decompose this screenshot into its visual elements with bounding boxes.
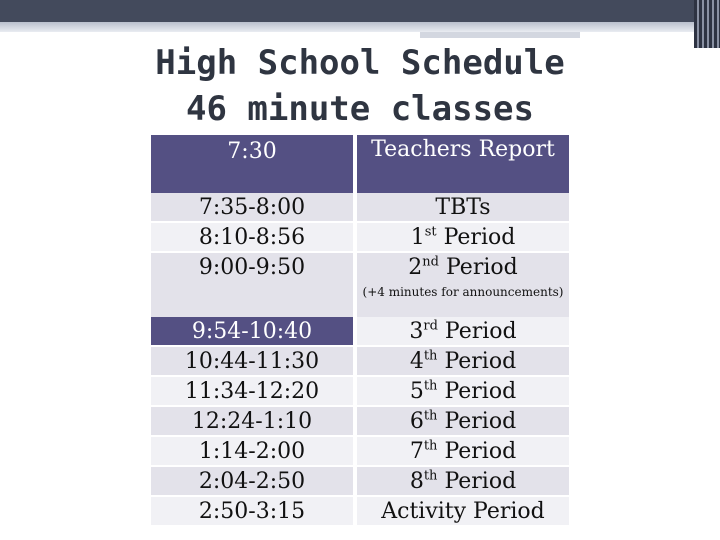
schedule-table [151, 135, 569, 527]
period-suffix: th [423, 378, 438, 394]
row-time: 2:04-2:50 [151, 467, 357, 497]
row-event [357, 437, 569, 467]
table-row [151, 253, 569, 317]
row-time: 8:10-8:56 [151, 223, 357, 253]
announcement-note: (+4 minutes for announcements) [362, 285, 564, 299]
period-label: Period [444, 319, 517, 344]
table-row [151, 317, 569, 347]
row-event [357, 317, 569, 347]
row-time: 11:34-12:20 [151, 377, 357, 407]
period-number: 6 [409, 409, 424, 434]
table-row [151, 407, 569, 437]
period-number: 5 [409, 379, 424, 404]
row-event [357, 377, 569, 407]
table-row [151, 497, 569, 527]
row-time: 9:00-9:50 [151, 253, 357, 317]
period-number: 8 [409, 469, 424, 494]
table-header-row [151, 135, 569, 193]
period-suffix: th [423, 438, 438, 454]
row-event: TBTs [357, 193, 569, 223]
period-number: 3 [409, 319, 424, 344]
table-row [151, 377, 569, 407]
period-suffix: nd [422, 254, 439, 270]
row-event [357, 407, 569, 437]
header-time: 7:30 [151, 135, 357, 193]
page-title [0, 40, 720, 132]
period-suffix: th [423, 348, 438, 364]
period-label: Period [445, 255, 518, 280]
period-label: Period [444, 469, 517, 494]
period-suffix: rd [423, 318, 438, 334]
title-line-1: High School Schedule [155, 43, 565, 83]
table-row [151, 437, 569, 467]
period-number: 4 [409, 349, 424, 374]
row-event [357, 347, 569, 377]
table-row [151, 467, 569, 497]
top-banner [0, 0, 720, 22]
row-event [357, 223, 569, 253]
row-time: 10:44-11:30 [151, 347, 357, 377]
row-time: 1:14-2:00 [151, 437, 357, 467]
table-row [151, 347, 569, 377]
row-time: 12:24-1:10 [151, 407, 357, 437]
row-event: Activity Period [357, 497, 569, 527]
period-number: 2 [408, 255, 423, 280]
period-suffix: th [423, 408, 438, 424]
row-time: 7:35-8:00 [151, 193, 357, 223]
period-label: Period [443, 225, 516, 250]
top-banner-accent [420, 32, 580, 38]
period-suffix: th [423, 468, 438, 484]
period-number: 7 [409, 439, 424, 464]
period-number: 1 [410, 225, 425, 250]
period-suffix: st [424, 224, 437, 240]
period-label: Period [444, 349, 517, 374]
row-time: 9:54-10:40 [151, 317, 357, 347]
row-time: 2:50-3:15 [151, 497, 357, 527]
header-event: Teachers Report [357, 135, 569, 193]
top-banner-highlight [0, 22, 720, 32]
period-label: Period [444, 409, 517, 434]
title-line-2: 46 minute classes [186, 89, 534, 129]
table-row [151, 193, 569, 223]
row-event [357, 467, 569, 497]
period-label: Period [444, 439, 517, 464]
period-label: Period [444, 379, 517, 404]
row-event [357, 253, 569, 317]
table-row [151, 223, 569, 253]
